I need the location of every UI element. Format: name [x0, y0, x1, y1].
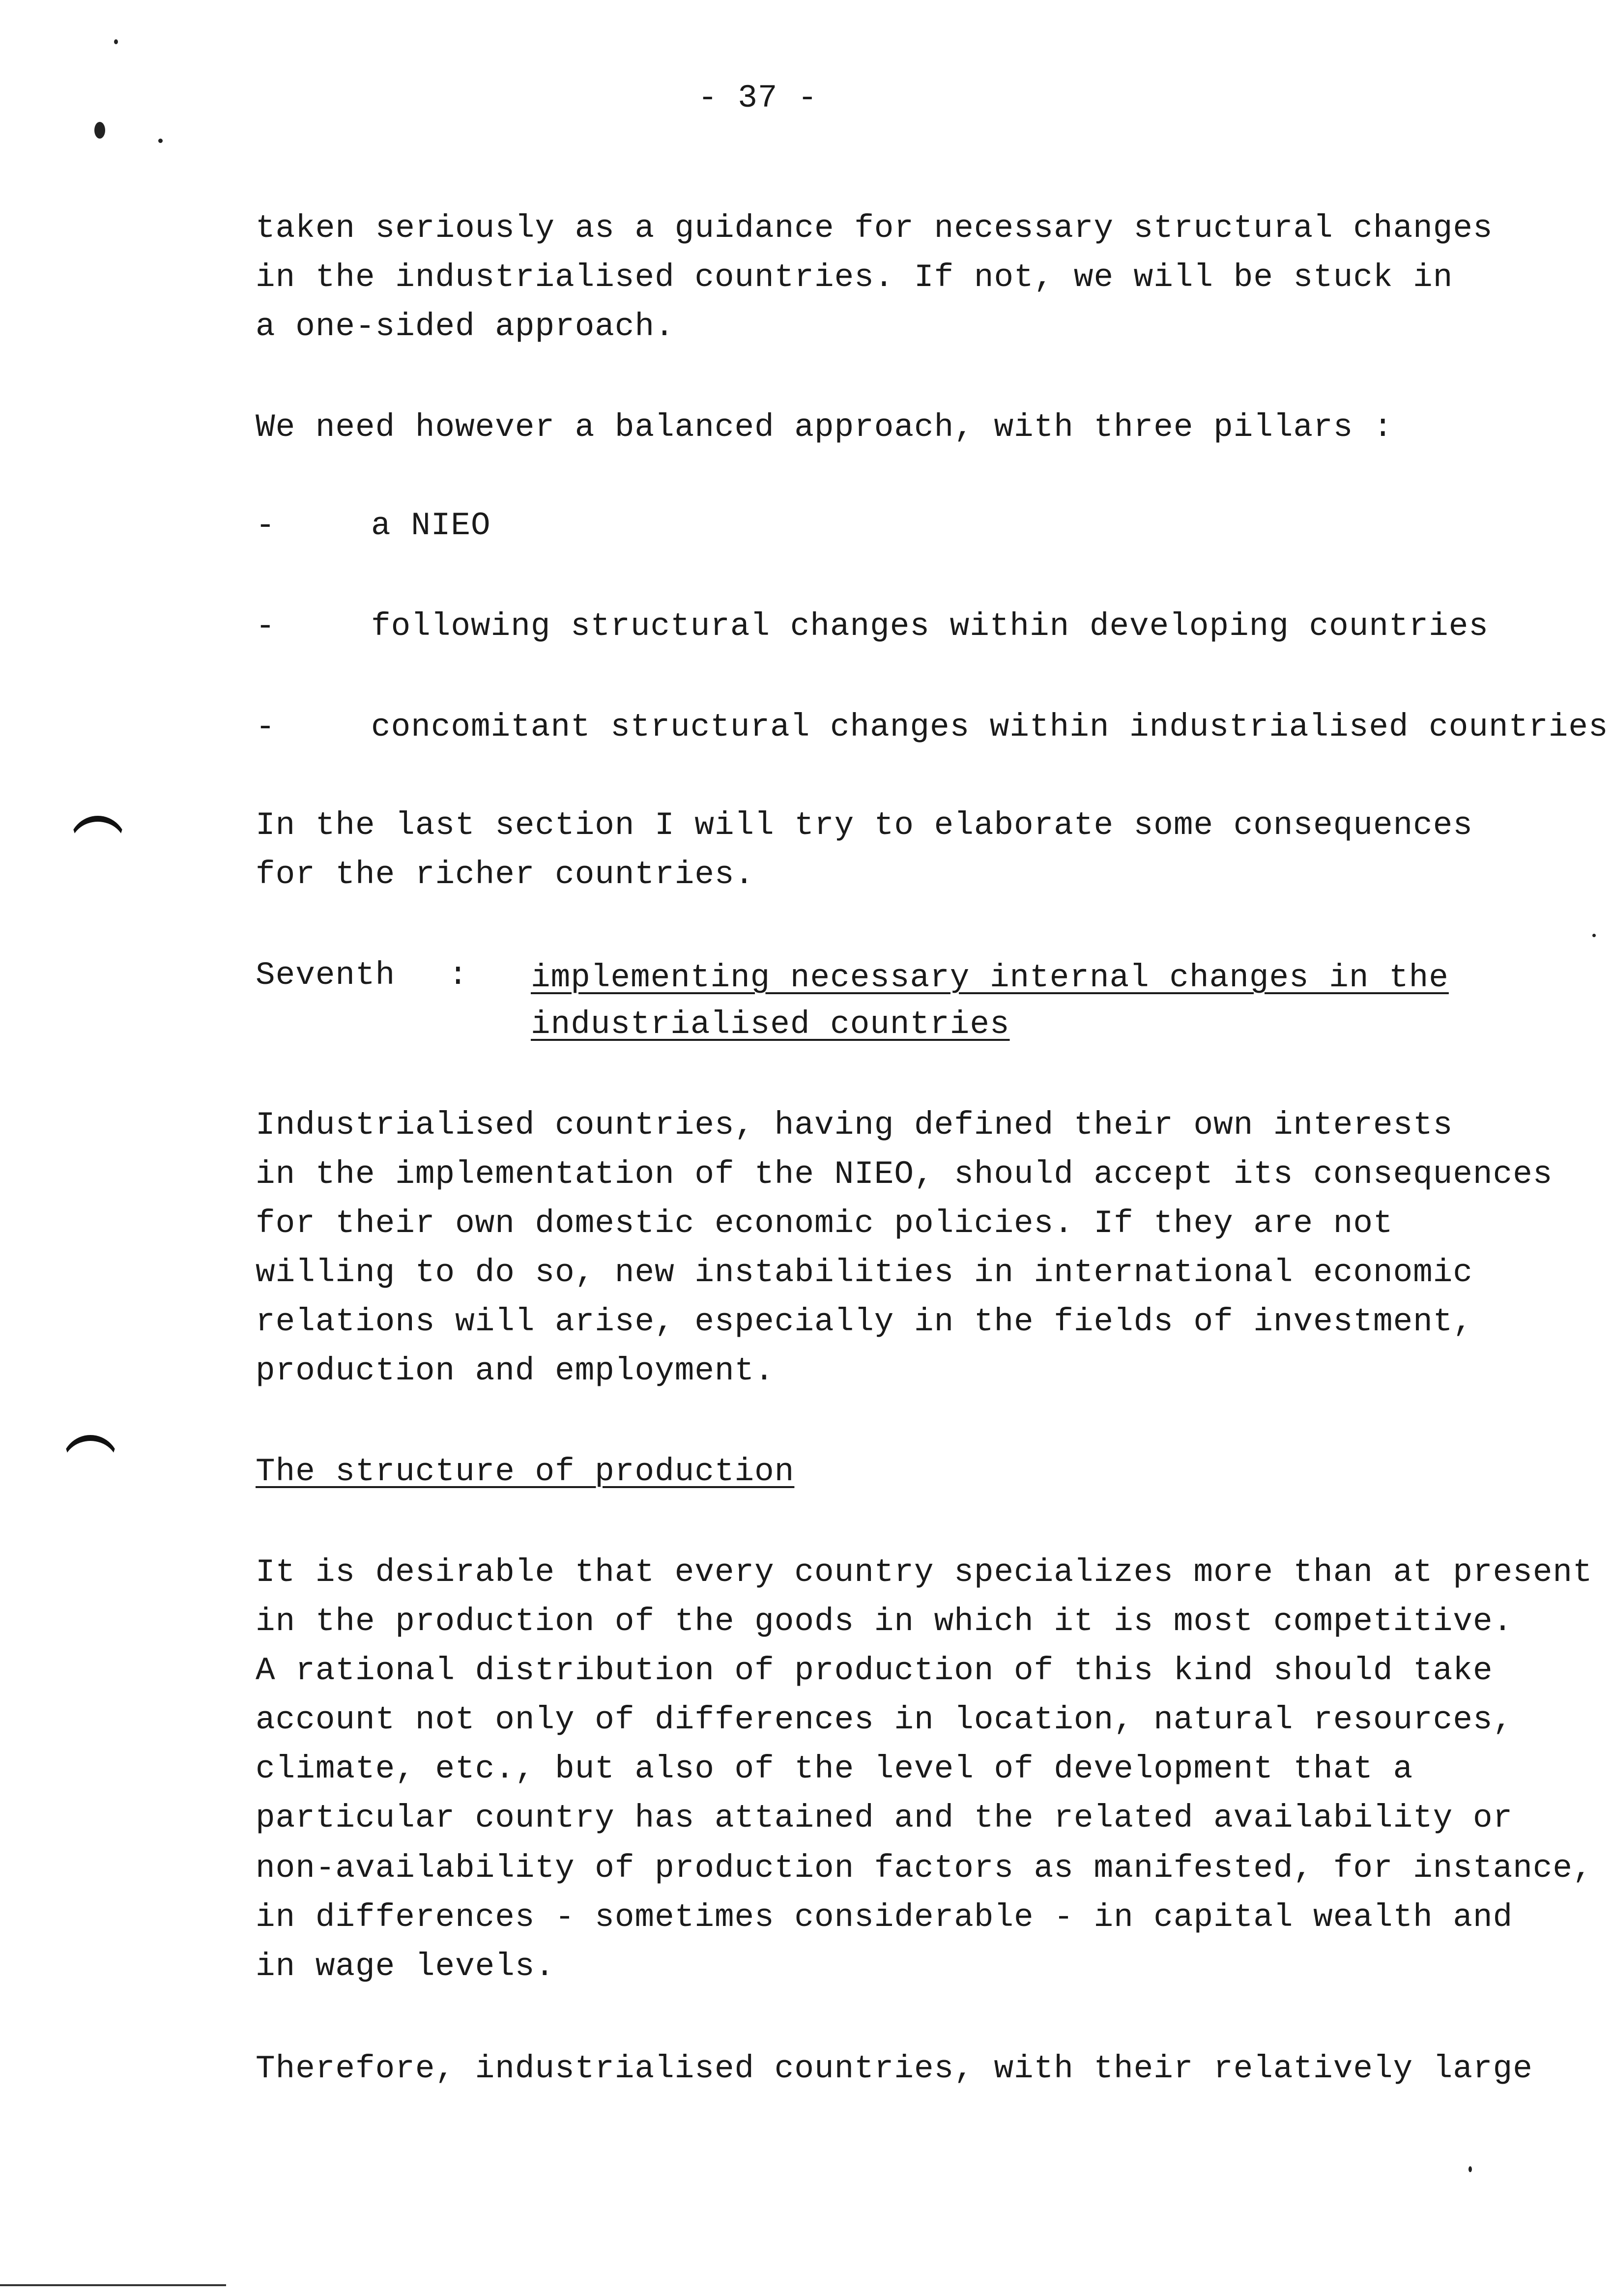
para4-line-2: in the production of the goods in which it is most competitive.: [256, 1603, 1513, 1640]
pillar-item-1: a NIEO: [371, 507, 491, 544]
scan-speck: [114, 39, 118, 44]
pillar-dash-1: -: [256, 507, 276, 544]
para1-line-1: taken seriously as a guidance for necessary structural changes: [256, 210, 1493, 247]
para4-line-7: non-availability of production factors as manifested, for instance,: [256, 1850, 1593, 1887]
section-label: Seventh: [256, 957, 396, 994]
section-title-line-1: implementing necessary internal changes in the: [531, 959, 1449, 996]
subheading: The structure of production: [256, 1453, 795, 1490]
para3-line-2: in the implementation of the NIEO, should accept its consequences: [256, 1156, 1553, 1193]
pillar-item-3: concomitant structural changes within industrialised countries: [371, 709, 1609, 746]
para3-line-3: for their own domestic economic policies. If they are not: [256, 1205, 1393, 1242]
para4-line-8: in differences - sometimes considerable - in capital wealth and: [256, 1899, 1513, 1936]
para3-line-1: Industrialised countries, having defined their own interests: [256, 1107, 1453, 1144]
pillar-dash-2: -: [256, 608, 276, 645]
scan-speck: [94, 122, 105, 139]
para5-line-1: Therefore, industrialised countries, with their relatively large: [256, 2050, 1533, 2087]
punch-hole-mark: [69, 816, 127, 876]
para1-line-3: a one-sided approach.: [256, 308, 675, 345]
para4-line-3: A rational distribution of production of this kind should take: [256, 1652, 1493, 1689]
para4-line-6: particular country has attained and the related availability or: [256, 1800, 1513, 1837]
pillars-intro: We need however a balanced approach, with three pillars :: [256, 409, 1393, 446]
para4-line-5: climate, etc., but also of the level of development that a: [256, 1751, 1413, 1787]
pillar-item-2: following structural changes within developing countries: [371, 608, 1489, 645]
para3-line-4: willing to do so, new instabilities in international economic: [256, 1254, 1473, 1291]
para4-line-1: It is desirable that every country specializes more than at present: [256, 1554, 1593, 1591]
scan-speck: [1468, 2166, 1472, 2172]
para2-line-2: for the richer countries.: [256, 856, 755, 893]
para4-line-4: account not only of differences in location, natural resources,: [256, 1701, 1513, 1738]
section-title-line-2: industrialised countries: [531, 1006, 1010, 1043]
scan-speck: [1592, 934, 1596, 937]
para4-line-9: in wage levels.: [256, 1948, 555, 1985]
para3-line-5: relations will arise, especially in the fields of investment,: [256, 1303, 1473, 1340]
scan-edge-line: [0, 2284, 226, 2286]
scan-speck: [158, 139, 163, 143]
section-colon: :: [448, 957, 468, 994]
para3-line-6: production and employment.: [256, 1352, 775, 1389]
punch-hole-mark: [61, 1435, 119, 1495]
pillar-dash-3: -: [256, 709, 276, 746]
para1-line-2: in the industrialised countries. If not, we will be stuck in: [256, 259, 1453, 296]
page-number: - 37 -: [698, 80, 818, 116]
para2-line-1: In the last section I will try to elaborate some consequences: [256, 807, 1473, 844]
